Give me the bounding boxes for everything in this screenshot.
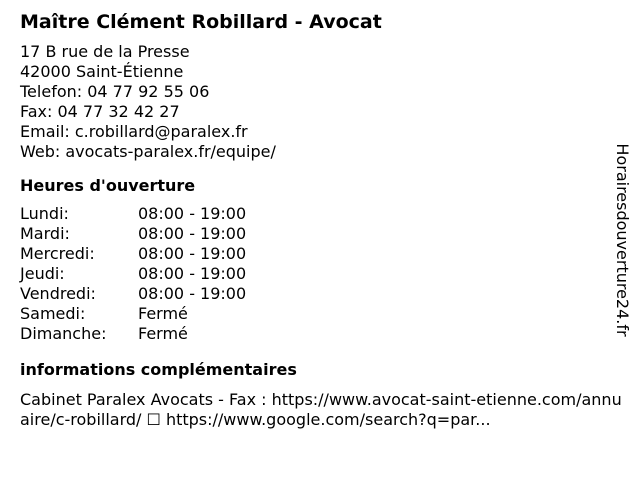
hours-row-wednesday: [20, 244, 605, 264]
hours-row-friday: [20, 284, 605, 304]
hours-time: 08:00 - 19:00: [138, 264, 247, 283]
hours-heading: Heures d'ouverture: [20, 176, 196, 195]
email-line: Email: c.robillard@paralex.fr: [20, 122, 248, 141]
hours-row-saturday: [20, 304, 605, 324]
info-text: Cabinet Paralex Avocats - Fax : https://www.avocat-saint-etienne.com/annuaire/c-robillard/ ☐ https://www.google.com/search?q=par...: [20, 390, 622, 429]
hours-time: Fermé: [138, 324, 188, 343]
hours-day: Mercredi:: [20, 244, 95, 263]
hours-time: 08:00 - 19:00: [138, 244, 247, 263]
hours-row-tuesday: [20, 224, 605, 244]
hours-day: Jeudi:: [20, 264, 65, 283]
hours-table: [20, 204, 605, 344]
side-brand-text: Horairesdouverture24.fr: [613, 143, 632, 337]
hours-day: Vendredi:: [20, 284, 96, 303]
info-heading: informations complémentaires: [20, 360, 297, 379]
hours-time: 08:00 - 19:00: [138, 204, 247, 223]
business-name: Maître Clément Robillard - Avocat: [20, 11, 382, 33]
address-line-1: 17 B rue de la Presse: [20, 42, 190, 61]
fax-line: Fax: 04 77 32 42 27: [20, 102, 180, 121]
hours-time: 08:00 - 19:00: [138, 224, 247, 243]
hours-day: Mardi:: [20, 224, 70, 243]
web-line: Web: avocats-paralex.fr/equipe/: [20, 142, 276, 161]
address-line-2: 42000 Saint-Étienne: [20, 62, 184, 81]
hours-day: Samedi:: [20, 304, 86, 323]
business-card: [20, 8, 622, 430]
hours-row-monday: [20, 204, 605, 224]
hours-day: Lundi:: [20, 204, 69, 223]
phone-line: Telefon: 04 77 92 55 06: [20, 82, 210, 101]
hours-row-thursday: [20, 264, 605, 284]
hours-row-sunday: [20, 324, 605, 344]
hours-time: Fermé: [138, 304, 188, 323]
contact-block: [20, 42, 605, 162]
hours-time: 08:00 - 19:00: [138, 284, 247, 303]
hours-day: Dimanche:: [20, 324, 107, 343]
